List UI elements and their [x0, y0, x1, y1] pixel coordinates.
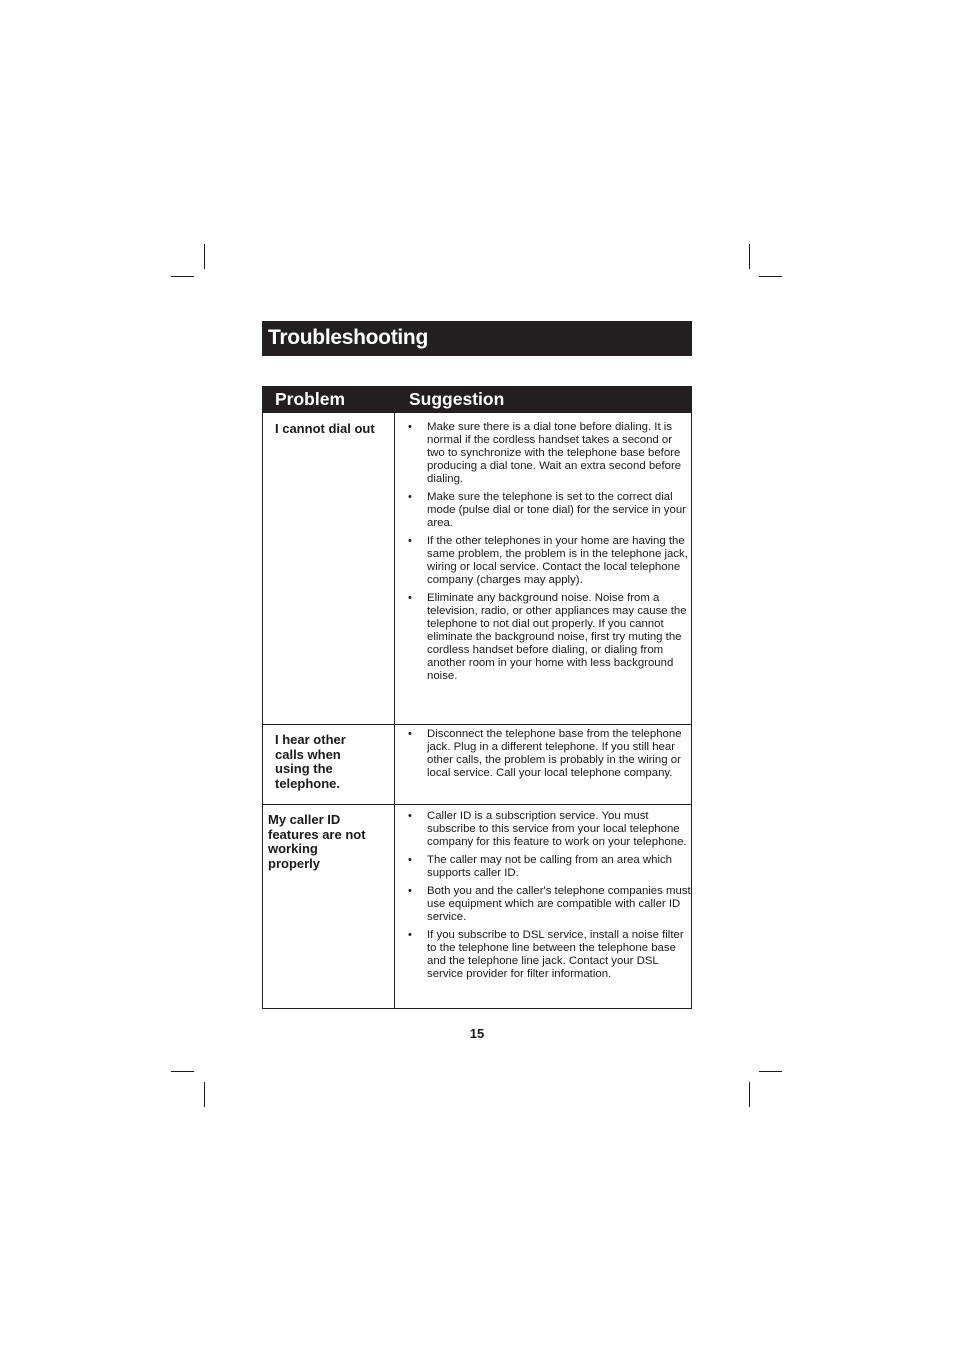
troubleshooting-table [262, 386, 692, 1009]
suggestion-item: • Disconnect the telephone base from the telephone jack. Plug in a different telephone. If you still hear other calls, the problem is probably in the wiring or local service. Call your local telephone company. [394, 728, 691, 780]
table-row [262, 413, 692, 725]
suggestion-item: • If the other telephones in your home are having the same problem, the problem is in the telephone jack, wiring or local service. Contact the local telephone company (charges may apply). [394, 535, 691, 587]
column-header-suggestion: Suggestion [409, 389, 505, 409]
problem-cell: My caller ID features are not working properly [268, 812, 366, 871]
suggestion-list [394, 421, 691, 688]
table-row [262, 805, 692, 1009]
table-header [262, 386, 692, 413]
crop-mark [759, 1071, 782, 1072]
suggestion-item: • The caller may not be calling from an area which supports caller ID. [394, 854, 691, 880]
crop-mark [759, 276, 782, 277]
column-header-problem: Problem [275, 389, 346, 409]
problem-cell: I cannot dial out [275, 421, 375, 436]
suggestion-item: • Caller ID is a subscription service. You must subscribe to this service from your local telephone company for this feature to work on your telephone. [394, 810, 691, 849]
suggestion-item: • Make sure there is a dial tone before dialing. It is normal if the cordless handset takes a second or two to synchronize with the telephone base before producing a dial tone. Wait an extra second before dialing. [394, 421, 691, 486]
suggestion-item: • Make sure the telephone is set to the correct dial mode (pulse dial or tone dial) for the service in your area. [394, 491, 691, 530]
suggestion-item: • If you subscribe to DSL service, install a noise filter to the telephone line between the telephone base and the telephone line jack. Contact your DSL service provider for filter information. [394, 929, 691, 981]
table-row [262, 725, 692, 805]
suggestion-item: • Both you and the caller's telephone companies must use equipment which are compatible with caller ID service. [394, 885, 691, 924]
crop-mark [171, 1071, 194, 1072]
crop-mark [749, 1082, 750, 1107]
crop-mark [171, 276, 194, 277]
crop-mark [204, 1082, 205, 1107]
suggestion-list [394, 728, 691, 785]
crop-mark [204, 244, 205, 269]
page-number: 15 [469, 1026, 485, 1041]
crop-mark [749, 244, 750, 269]
section-title: Troubleshooting [268, 326, 428, 349]
problem-cell: I hear other calls when using the telephone. [275, 732, 346, 791]
suggestion-list [394, 810, 691, 986]
suggestion-item: • Eliminate any background noise. Noise from a television, radio, or other appliances may cause the telephone to not dial out properly. If you cannot eliminate the background noise, first try muting the cordless handset before dialing, or dialing from another room in your home with less background noise. [394, 592, 691, 683]
section-title-bar [262, 321, 692, 356]
